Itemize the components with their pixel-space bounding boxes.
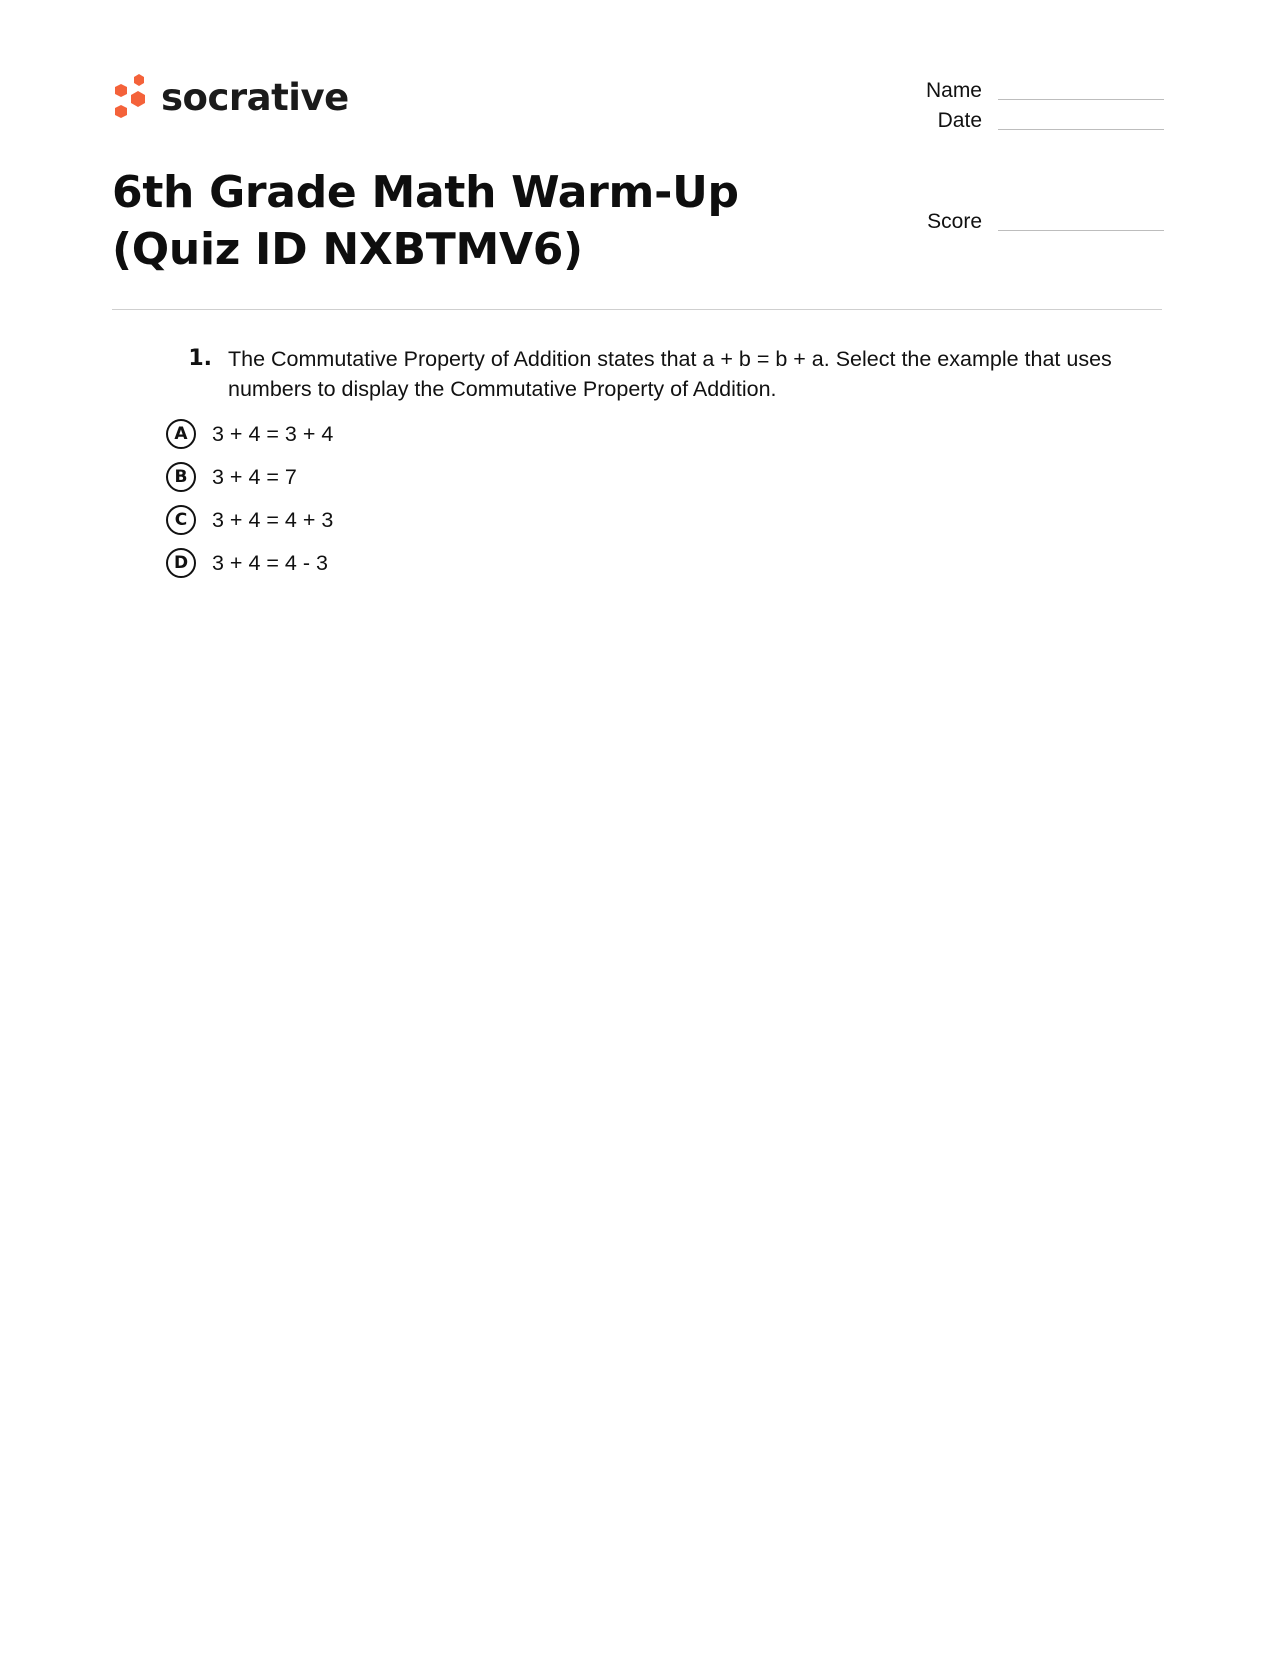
- brand-wordmark: socrative: [161, 76, 349, 119]
- option-text: 3 + 4 = 7: [212, 464, 297, 489]
- score-blank-line: [998, 230, 1164, 231]
- option-letter-badge: B: [166, 462, 196, 492]
- option-letter-badge: A: [166, 419, 196, 449]
- name-blank-line: [998, 99, 1164, 100]
- date-blank-line: [998, 129, 1164, 130]
- header-divider: [112, 309, 1162, 310]
- name-field: [862, 79, 1164, 103]
- answer-options: [160, 412, 1160, 584]
- option-letter-badge: D: [166, 548, 196, 578]
- date-field: [862, 109, 1164, 133]
- question-text: The Commutative Property of Addition states that a + b = b + a. Select the example that uses numbers to display the Commutative Property of Addition.: [228, 347, 1112, 401]
- name-label: Name: [925, 79, 982, 102]
- option-text: 3 + 4 = 3 + 4: [212, 421, 334, 446]
- option-b[interactable]: [160, 455, 1160, 498]
- question-number: 1.: [188, 346, 212, 371]
- option-text: 3 + 4 = 4 - 3: [212, 550, 328, 575]
- socrative-logo: [112, 72, 349, 124]
- score-label: Score: [927, 210, 982, 233]
- date-label: Date: [937, 109, 982, 132]
- hexagon-cluster-icon: [112, 73, 149, 123]
- page-title: 6th Grade Math Warm-Up (Quiz ID NXBTMV6): [112, 167, 739, 275]
- option-c[interactable]: [160, 498, 1160, 541]
- option-a[interactable]: [160, 412, 1160, 455]
- score-field: [862, 210, 1164, 234]
- option-d[interactable]: [160, 541, 1160, 584]
- option-text: 3 + 4 = 4 + 3: [212, 507, 334, 532]
- option-letter-badge: C: [166, 505, 196, 535]
- question-1: [160, 344, 1160, 584]
